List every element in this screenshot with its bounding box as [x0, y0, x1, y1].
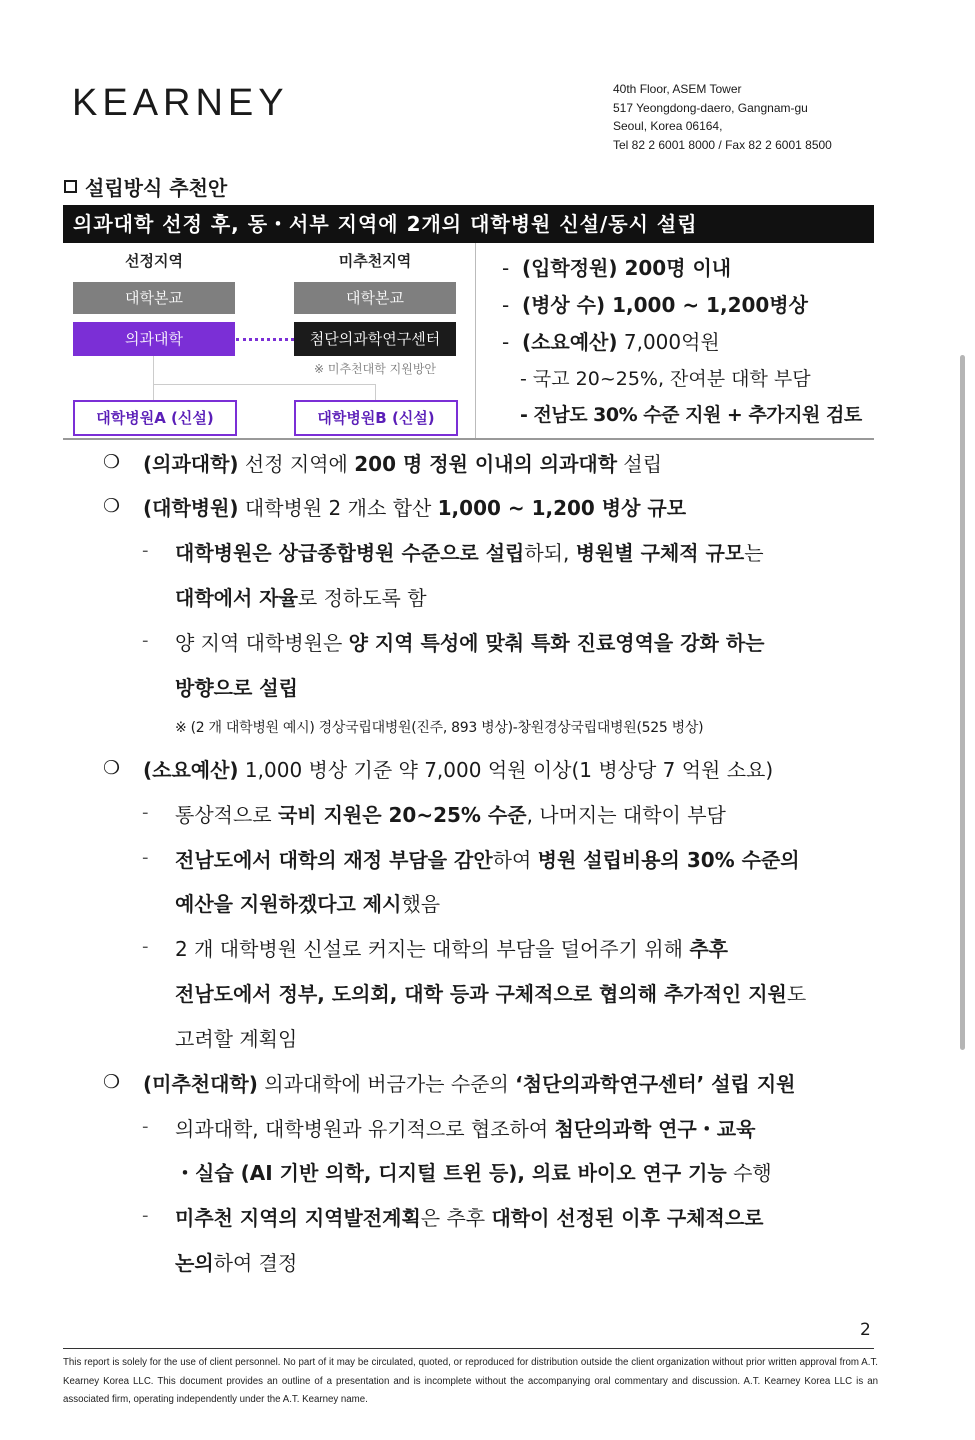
text-bold: (미추천대학): [143, 1072, 258, 1096]
footer-divider: [63, 1348, 874, 1349]
scrollbar[interactable]: [960, 355, 965, 1050]
text-bold: (소요예산): [143, 758, 239, 782]
body-line: [175, 1157, 772, 1186]
address-line: Seoul, Korea 06164,: [613, 119, 723, 133]
text: 1,000 병상 기준 약 7,000 억원 이상(1 병상당 7 억원 소요): [238, 758, 774, 782]
region-heading-unselected: 미추천지역: [338, 252, 412, 270]
summary-text: (소요예산): [521, 330, 618, 354]
body-line: [175, 888, 440, 917]
dash: -: [142, 540, 149, 561]
text-bold: 병원 설립비용의 30% 수준의: [537, 848, 800, 872]
dash: -: [142, 802, 149, 823]
connector-line: [153, 356, 154, 402]
university-main-box-b: 대학본교: [294, 282, 456, 314]
example-note: ※ (2 개 대학병원 예시) 경상국립대병원(진주, 893 병상)-창원경상국립대병원(525 병상): [175, 720, 704, 736]
text: , 나머지는 대학이 부담: [526, 803, 726, 827]
body-line: [175, 799, 726, 828]
text-bold: ‘첨단의과학연구센터’ 설립 지원: [515, 1072, 796, 1096]
checkbox-icon: [64, 180, 77, 193]
page-number: 2: [860, 1320, 871, 1340]
summary-subitem: - 국고 20~25%, 잔여분 대학 부담: [520, 368, 811, 390]
body-line: [143, 1068, 795, 1097]
bullet-icon: ❍: [103, 495, 121, 517]
dash: -: [142, 1116, 149, 1137]
medical-school-box: 의과대학: [73, 322, 235, 356]
body-line: [175, 978, 806, 1007]
text: 는: [744, 541, 764, 565]
dash: -: [502, 293, 510, 317]
text-bold: 논의: [175, 1251, 214, 1275]
text-bold: ・실습 (AI 기반 의학, 디지털 트윈 등), 의료 바이오 연구 기능: [175, 1161, 727, 1185]
text: 로 정하도록 함: [297, 586, 427, 610]
summary-item: [502, 326, 720, 355]
body-line: [143, 754, 773, 783]
text: 통상적으로: [175, 803, 278, 827]
dash: -: [142, 1205, 149, 1226]
section-title-text: 설립방식 추천안: [85, 176, 228, 200]
text-bold: 1,000 ~ 1,200 병상 규모: [437, 496, 687, 520]
text: 수행: [726, 1161, 772, 1185]
summary-text: 7,000억원: [617, 330, 720, 354]
summary-text: (입학정원) 200명 이내: [521, 256, 732, 280]
text: 2 개 대학병원 신설로 커지는 대학의 부담을 덜어주기 위해: [175, 937, 690, 961]
dash: -: [142, 630, 149, 651]
text-bold: 양 지역 특성에 맞춰 특화 진료영역을 강화 하는: [348, 631, 765, 655]
body-line: [175, 627, 764, 656]
body-line: [175, 537, 764, 566]
text-bold: 방향으로 설립: [175, 676, 298, 700]
body-line: [175, 582, 427, 611]
text-bold: (의과대학): [143, 452, 239, 476]
bullet-icon: ❍: [103, 451, 121, 473]
bullet-icon: ❍: [103, 757, 121, 779]
body-line: [175, 672, 298, 701]
text: 하여 결정: [213, 1251, 298, 1275]
text: 의과대학에 버금가는 수준의: [257, 1072, 516, 1096]
text: 하되,: [524, 541, 576, 565]
text-bold: 병원별 구체적 규모: [575, 541, 745, 565]
kearney-logo: KEARNEY: [72, 82, 289, 124]
text-bold: 추후: [689, 937, 728, 961]
address-line: 40th Floor, ASEM Tower: [613, 82, 742, 96]
address-line: 517 Yeongdong-daero, Gangnam-gu: [613, 100, 808, 115]
research-center-box: 첨단의과학연구센터: [294, 322, 456, 356]
body-line: [143, 492, 686, 521]
dash: -: [502, 256, 510, 280]
text: 대학병원 2 개소 합산: [238, 496, 438, 520]
text: 설립: [617, 452, 663, 476]
section-banner: 의과대학 선정 후, 동・서부 지역에 2개의 대학병원 신설/동시 설립: [63, 205, 874, 243]
dash: -: [502, 330, 510, 354]
body-line: [143, 448, 662, 477]
summary-text: (병상 수) 1,000 ~ 1,200병상: [521, 293, 808, 317]
office-address: [613, 80, 832, 154]
text-bold: 미추천 지역의 지역발전계획: [175, 1206, 421, 1230]
text: 은 추후: [420, 1206, 492, 1230]
text: 선정 지역에: [238, 452, 355, 476]
region-heading-selected: 선정지역: [125, 252, 183, 270]
support-note: ※ 미추천대학 지원방안: [313, 362, 436, 376]
text: 의과대학, 대학병원과 유기적으로 협조하여: [175, 1117, 555, 1141]
address-line: Tel 82 2 6001 8000 / Fax 82 2 6001 8500: [613, 137, 832, 152]
diagram-divider: [475, 243, 476, 438]
text: 하여: [492, 848, 538, 872]
text-bold: 국비 지원은 20~25% 수준: [277, 803, 527, 827]
section-title: [64, 172, 227, 201]
body-line: [175, 1202, 764, 1231]
summary-item: [502, 289, 808, 318]
university-main-box-a: 대학본교: [73, 282, 235, 314]
dash: -: [142, 847, 149, 868]
text-bold: (대학병원): [143, 496, 239, 520]
text-bold: 대학병원은 상급종합병원 수준으로 설립: [175, 541, 525, 565]
connector-line: [153, 384, 375, 385]
body-line: [175, 933, 728, 962]
summary-item: [502, 252, 731, 281]
hospital-a-box: 대학병원A (신설): [73, 400, 237, 436]
text: 도: [786, 982, 807, 1006]
text: 양 지역 대학병원은: [175, 631, 349, 655]
text: 했음: [401, 892, 441, 916]
bullet-icon: ❍: [103, 1071, 121, 1093]
body-line: [175, 1247, 297, 1276]
disclaimer: This report is solely for the use of client personnel. No part of it may be circulated, quoted, or reproduced for distribution outside the client organization without prior written approval from A.T. Kearney Korea LLC. This document provides an outline of a presentation and is incomplete without the accompanying oral commentary and discussion. A.T. Kearney Korea LLC is an associated firm, operating independently under the A.T. Kearney name.: [63, 1357, 878, 1405]
text-bold: 전남도에서 대학의 재정 부담을 감안: [175, 848, 493, 872]
text-bold: 첨단의과학 연구・교육: [554, 1117, 756, 1141]
body-line: 고려할 계획임: [175, 1027, 298, 1051]
dash: -: [142, 936, 149, 957]
body-line: [175, 844, 800, 873]
body-line: [175, 1113, 755, 1142]
dotted-connector: [236, 338, 294, 341]
text-bold: 예산을 지원하겠다고 제시: [175, 892, 402, 916]
summary-subitem: - 전남도 30% 수준 지원 + 추가지원 검토: [520, 404, 862, 426]
text-bold: 200 명 정원 이내의 의과대학: [354, 452, 618, 476]
text-bold: 전남도에서 정부, 도의회, 대학 등과 구체적으로 협의해 추가적인 지원: [175, 982, 787, 1006]
text-bold: 대학이 선정된 이후 구체적으로: [491, 1206, 764, 1230]
text-bold: 대학에서 자율: [175, 586, 298, 610]
hospital-b-box: 대학병원B (신설): [294, 400, 458, 436]
